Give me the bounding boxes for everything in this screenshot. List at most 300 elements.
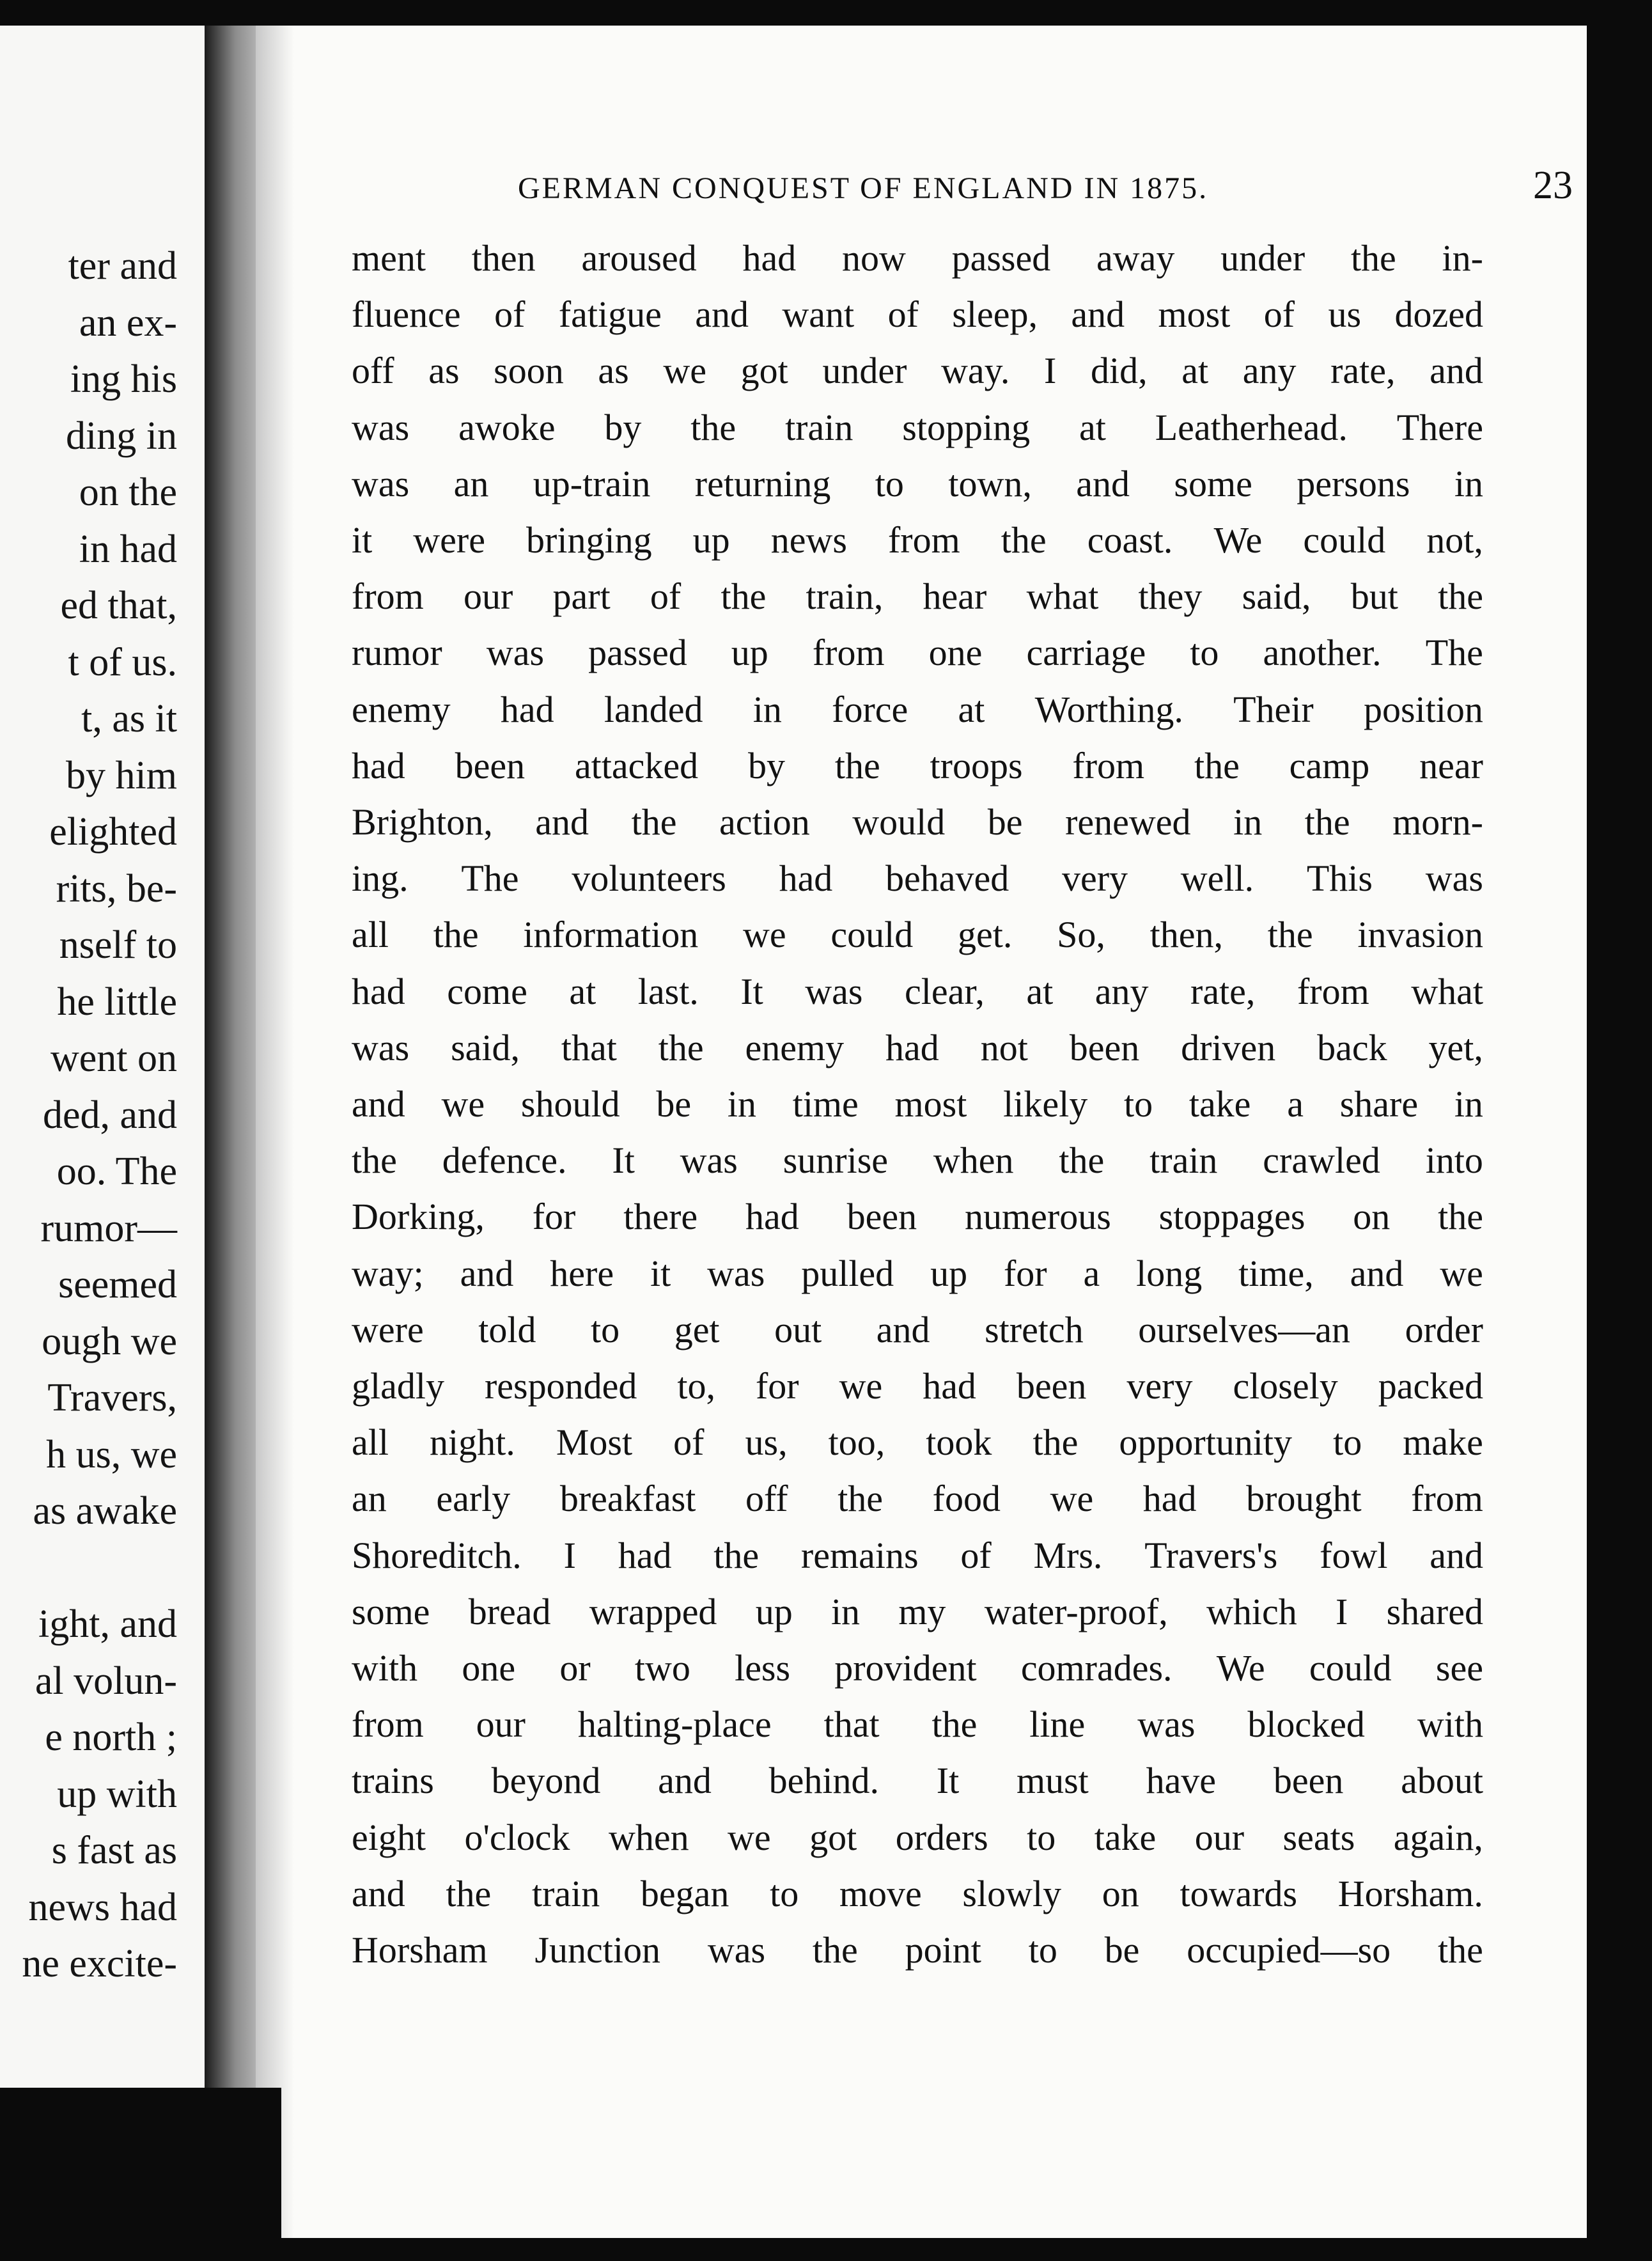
word: our [1194, 1816, 1245, 1858]
text-line [352, 1308, 1483, 1363]
word: to [770, 1872, 799, 1914]
word: fluence [352, 293, 461, 336]
word: for [755, 1365, 799, 1407]
word: one [462, 1647, 516, 1689]
word: for [1003, 1252, 1047, 1294]
word: bread [468, 1590, 551, 1632]
word: the [1001, 519, 1047, 561]
facing-page-line: seemed [58, 1263, 177, 1306]
word: provident [834, 1647, 977, 1689]
word: have [1146, 1760, 1217, 1802]
word: then [471, 237, 536, 279]
word: had [742, 237, 797, 279]
word: about [1401, 1760, 1483, 1802]
word: up [930, 1252, 968, 1294]
text-line [352, 1590, 1483, 1645]
facing-page-line: elighted [49, 810, 177, 854]
word: was [707, 1252, 765, 1294]
text-line [352, 1872, 1483, 1927]
word: Their [1233, 688, 1314, 730]
word: and [352, 1872, 405, 1914]
word: fatigue [558, 293, 662, 336]
text-line [352, 1816, 1483, 1870]
word: was [805, 970, 863, 1012]
word: the [721, 575, 767, 618]
word: very [1061, 857, 1128, 900]
word: aroused [581, 237, 697, 279]
word: passed [951, 237, 1051, 279]
word: with [1417, 1703, 1483, 1746]
word: ing. [352, 857, 409, 900]
word: ment [352, 237, 426, 279]
word: the [1059, 1139, 1105, 1182]
word: Travers's [1144, 1534, 1278, 1576]
word: had [500, 688, 554, 730]
word: crawled [1263, 1139, 1380, 1182]
word: of [650, 575, 682, 618]
word: to [875, 462, 904, 505]
word: by [747, 744, 785, 786]
word: clear, [905, 970, 985, 1012]
word: hear [923, 575, 987, 618]
word: up [692, 519, 730, 561]
word: took [926, 1421, 992, 1464]
word: I [1336, 1590, 1348, 1632]
word: it [352, 519, 373, 561]
word: the [713, 1534, 760, 1576]
word: too, [828, 1421, 885, 1464]
text-line [352, 1480, 1483, 1531]
word: behind. [768, 1760, 880, 1802]
facing-page [0, 26, 214, 2088]
word: been [455, 744, 526, 786]
word: coast. [1087, 519, 1173, 561]
word: soon [494, 350, 564, 392]
word: volunteers [572, 857, 726, 900]
word: in- [1442, 237, 1483, 279]
word: we [728, 1816, 771, 1858]
word: troops [930, 744, 1023, 786]
word: driven [1181, 1026, 1276, 1068]
word: sleep, [952, 293, 1038, 336]
facing-page-line: ight, and [38, 1602, 177, 1646]
word: get [674, 1308, 720, 1350]
word: awoke [458, 406, 556, 448]
word: Dorking, [352, 1196, 485, 1238]
word: defence. [442, 1139, 567, 1182]
text-line [352, 1083, 1483, 1137]
word: packed [1378, 1365, 1483, 1407]
word: the [812, 1929, 858, 1971]
word: the [1194, 744, 1240, 786]
word: numerous [965, 1196, 1111, 1238]
word: The [1425, 632, 1483, 674]
word: get. [958, 914, 1013, 956]
word: responded [484, 1365, 637, 1407]
word: were [413, 519, 485, 561]
word: got [809, 1816, 857, 1858]
word: another. [1263, 632, 1382, 674]
scan-border [0, 2088, 281, 2261]
facing-page-line: ne excite- [22, 1942, 177, 1985]
word: one [928, 632, 983, 674]
word: began [640, 1872, 729, 1914]
facing-page-line: went on [50, 1037, 177, 1080]
word: had [352, 744, 405, 786]
word: It [612, 1139, 635, 1182]
word: said, [451, 1026, 520, 1068]
word: We [1213, 519, 1263, 561]
word: up [731, 632, 768, 674]
word: all [352, 1421, 389, 1464]
word: line [1029, 1703, 1086, 1746]
word: the [690, 406, 736, 448]
word: So, [1057, 914, 1105, 956]
facing-page-line: ed that, [60, 584, 177, 627]
facing-page-line: he little [57, 980, 177, 1024]
facing-page-line: ing his [70, 357, 177, 401]
word: into [1425, 1139, 1483, 1182]
word: point [905, 1929, 981, 1971]
word: from [887, 519, 960, 561]
word: Worthing. [1034, 688, 1183, 730]
word: our [463, 575, 513, 618]
word: fowl [1320, 1534, 1388, 1576]
word: off [745, 1478, 788, 1520]
word: some [352, 1590, 430, 1632]
word: rate, [1330, 350, 1396, 392]
text-line [352, 857, 1483, 911]
word: had [745, 1196, 799, 1238]
word: from [1411, 1478, 1483, 1520]
facing-page-line: al volun- [35, 1659, 177, 1703]
word: that [823, 1703, 880, 1746]
word: towards [1180, 1872, 1298, 1914]
word: the [834, 744, 880, 786]
word: rumor [352, 632, 442, 674]
word: and [876, 1308, 930, 1350]
word: we [839, 1365, 883, 1407]
word: renewed [1065, 801, 1191, 843]
word: I [1044, 350, 1057, 392]
word: any [1242, 350, 1297, 392]
word: was [707, 1929, 766, 1971]
word: from [812, 632, 885, 674]
page-curve-shade [256, 26, 294, 2238]
word: and [535, 801, 589, 843]
word: the [1438, 1929, 1483, 1971]
word: persons [1297, 462, 1410, 505]
facing-page-line: an ex- [79, 301, 177, 345]
word: early [436, 1478, 511, 1520]
facing-page-line: as awake [33, 1489, 177, 1533]
word: food [932, 1478, 1001, 1520]
word: landed [604, 688, 703, 730]
word: not, [1426, 519, 1483, 561]
word: It [740, 970, 763, 1012]
word: behaved [885, 857, 1009, 900]
word: carriage [1026, 632, 1146, 674]
word: would [852, 801, 946, 843]
word: train [531, 1872, 600, 1914]
word: camp [1289, 744, 1370, 786]
word: seats [1282, 1816, 1355, 1858]
word: from [352, 575, 424, 618]
text-line [352, 1929, 1483, 1983]
word: in [752, 688, 782, 730]
word: stopping [902, 406, 1031, 448]
facing-page-line: ded, and [42, 1093, 177, 1137]
text-line [352, 634, 1483, 685]
word: be [656, 1083, 692, 1125]
facing-page-line: up with [57, 1772, 177, 1816]
word: information [523, 914, 699, 956]
word: here [550, 1252, 614, 1294]
word: enemy [745, 1026, 845, 1068]
word: Horsham. [1337, 1872, 1483, 1914]
word: told [478, 1308, 536, 1350]
facing-page-line: rits, be- [56, 866, 177, 911]
text-line [352, 916, 1483, 967]
word: had [779, 857, 833, 900]
word: and [352, 1083, 405, 1125]
word: there [623, 1196, 698, 1238]
word: but [1350, 575, 1398, 618]
word: train [1149, 1139, 1218, 1182]
facing-page-line: h us, we [46, 1432, 177, 1476]
facing-page-line: news had [28, 1885, 177, 1929]
word: of [960, 1534, 992, 1576]
word: stoppages [1158, 1196, 1305, 1238]
word: the [1304, 801, 1350, 843]
running-title: GERMAN CONQUEST OF ENGLAND IN 1875. [518, 171, 1209, 205]
word: had [352, 970, 405, 1012]
word: at [1079, 406, 1106, 448]
word: was [1425, 857, 1483, 900]
word: breakfast [559, 1478, 696, 1520]
word: a [1083, 1252, 1100, 1294]
word: the [1438, 1196, 1483, 1238]
word: when [933, 1139, 1014, 1182]
word: occupied—so [1187, 1929, 1391, 1971]
word: likely [1003, 1083, 1088, 1125]
text-line [352, 1139, 1483, 1193]
word: said, [1242, 575, 1311, 618]
facing-page-line: ough we [42, 1319, 177, 1363]
word: were [352, 1308, 424, 1350]
facing-page-line: ter and [68, 244, 177, 288]
word: to, [677, 1365, 715, 1407]
word: brought [1246, 1478, 1362, 1520]
word: to [1123, 1083, 1153, 1125]
word: did, [1090, 350, 1148, 392]
word: was [352, 1026, 410, 1068]
word: orders [895, 1816, 988, 1858]
word: and [1071, 293, 1125, 336]
text-line [352, 1762, 1483, 1813]
book-page [256, 26, 1587, 2238]
facing-page-line: s fast as [51, 1829, 177, 1872]
word: us [1328, 293, 1362, 336]
word: share [1339, 1083, 1419, 1125]
word: the [931, 1703, 978, 1746]
word: want [782, 293, 855, 336]
text-line [352, 237, 1483, 291]
text-line [352, 688, 1483, 742]
word: could [1303, 519, 1386, 561]
word: what [1411, 970, 1483, 1012]
text-line [352, 1198, 1483, 1249]
text-line [352, 352, 1483, 403]
facing-page-line: on the [79, 471, 177, 514]
word: that [561, 1026, 617, 1068]
running-head [518, 163, 1573, 214]
word: It [936, 1760, 960, 1802]
word: then, [1149, 914, 1224, 956]
word: the [1032, 1421, 1079, 1464]
text-line [352, 744, 1483, 799]
word: of [494, 293, 526, 336]
word: to [1190, 632, 1219, 674]
word: which [1206, 1590, 1297, 1632]
word: order [1405, 1308, 1483, 1350]
word: trains [352, 1760, 434, 1802]
word: back [1317, 1026, 1387, 1068]
word: morn- [1392, 801, 1483, 843]
word: action [719, 801, 810, 843]
word: and [460, 1252, 514, 1294]
word: been [1273, 1760, 1344, 1802]
word: in [727, 1083, 756, 1125]
word: a [1287, 1083, 1304, 1125]
word: was [486, 632, 545, 674]
word: yet, [1428, 1026, 1483, 1068]
word: remains [800, 1534, 919, 1576]
word: again, [1393, 1816, 1483, 1858]
facing-page-line: in had [79, 527, 177, 571]
word: up [755, 1590, 793, 1632]
word: Shoreditch. [352, 1534, 522, 1576]
word: an [453, 462, 489, 505]
word: now [841, 237, 906, 279]
word: eight [352, 1816, 426, 1858]
word: Leatherhead. [1155, 406, 1348, 448]
text-line [352, 1365, 1483, 1419]
word: Mrs. [1033, 1534, 1103, 1576]
word: and [1430, 1534, 1483, 1576]
word: was [352, 406, 410, 448]
word: had [885, 1026, 939, 1068]
word: slowly [962, 1872, 1062, 1914]
word: water-proof, [984, 1590, 1168, 1632]
word: position [1363, 688, 1483, 730]
word: with [352, 1647, 418, 1689]
word: rate, [1190, 970, 1256, 1012]
word: all [352, 914, 389, 956]
word: way. [941, 350, 1010, 392]
word: town, [948, 462, 1032, 505]
word: train [785, 406, 853, 448]
word: could [1309, 1647, 1392, 1689]
word: closely [1233, 1365, 1338, 1407]
word: in [1233, 801, 1263, 843]
word: on [1353, 1196, 1391, 1238]
word: ourselves—an [1138, 1308, 1351, 1350]
word: halting-place [577, 1703, 772, 1746]
word: off [352, 350, 394, 392]
word: at [958, 688, 985, 730]
word: Junction [534, 1929, 661, 1971]
facing-page-line: ding in [66, 414, 177, 458]
word: enemy [352, 688, 451, 730]
facing-page-line: t, as it [81, 697, 177, 740]
word: blocked [1247, 1703, 1365, 1746]
word: returning [694, 462, 831, 505]
word: time [792, 1083, 859, 1125]
word: in [1454, 1083, 1483, 1125]
word: must [1016, 1760, 1089, 1802]
word: at [1026, 970, 1054, 1012]
word: under [822, 350, 907, 392]
facing-page-line: rumor— [40, 1206, 177, 1250]
word: not [980, 1026, 1028, 1068]
facing-page-line: nself to [59, 923, 177, 967]
facing-page-line: e north ; [45, 1716, 177, 1759]
facing-page-line: t of us. [68, 640, 177, 684]
text-line [352, 1252, 1483, 1306]
word: the [631, 801, 677, 843]
word: had [1142, 1478, 1197, 1520]
word: away [1096, 237, 1175, 279]
word: invasion [1357, 914, 1483, 956]
word: The [461, 857, 519, 900]
word: to [1333, 1421, 1362, 1464]
facing-page-line: by him [66, 753, 177, 797]
word: two [634, 1647, 690, 1689]
word: to [591, 1308, 620, 1350]
word: from [352, 1703, 424, 1746]
word: and [695, 293, 749, 336]
word: of [1263, 293, 1295, 336]
text-line [352, 462, 1483, 517]
word: from [1297, 970, 1369, 1012]
word: and [1076, 462, 1130, 505]
word: near [1419, 744, 1483, 786]
word: very [1126, 1365, 1193, 1407]
word: opportunity [1119, 1421, 1293, 1464]
text-line [352, 1647, 1483, 1701]
word: and [1350, 1252, 1404, 1294]
word: o'clock [464, 1816, 570, 1858]
word: make [1403, 1421, 1483, 1464]
word: pulled [801, 1252, 894, 1294]
word: what [1026, 575, 1099, 618]
word: was [352, 462, 410, 505]
page-number: 23 [1533, 164, 1573, 207]
word: of [887, 293, 919, 336]
word: had [618, 1534, 672, 1576]
word: the [838, 1478, 884, 1520]
text-line [352, 801, 1483, 855]
word: beyond [491, 1760, 601, 1802]
word: bringing [526, 519, 652, 561]
facing-page-line: oo. The [56, 1150, 177, 1193]
facing-page-line: Travers, [47, 1376, 177, 1420]
word: last. [637, 970, 699, 1012]
word: we [663, 350, 706, 392]
word: as [428, 350, 460, 392]
word: comrades. [1020, 1647, 1173, 1689]
